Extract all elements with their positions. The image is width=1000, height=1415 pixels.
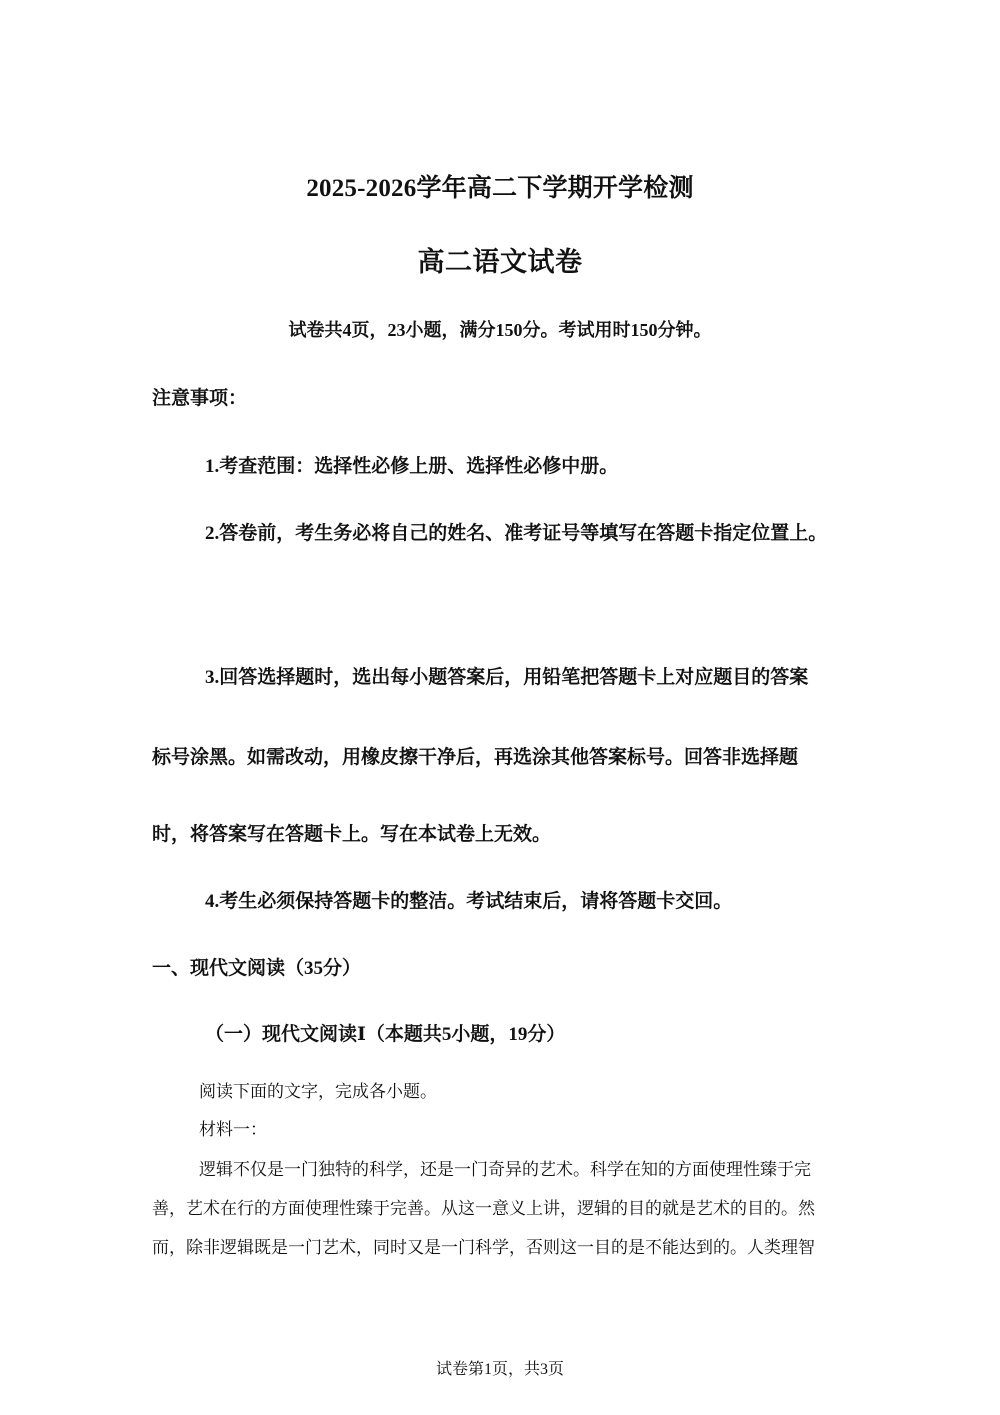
reading-instruction: 阅读下面的文字，完成各小题。	[199, 1082, 437, 1101]
reading-paragraph-line: 而，除非逻辑既是一门艺术，同时又是一门科学，否则这一目的是不能达到的。人类理智	[152, 1238, 815, 1257]
exam-subtitle: 高二语文试卷	[417, 247, 583, 277]
notice-item: 1.考查范围：选择性必修上册、选择性必修中册。	[205, 456, 619, 477]
section-subheading: （一）现代文阅读Ⅰ（本题共5小题，19分）	[205, 1024, 566, 1045]
material-label: 材料一：	[199, 1120, 267, 1139]
exam-info: 试卷共4页，23小题，满分150分。考试用时150分钟。	[288, 320, 712, 340]
notice-item-continued: 标号涂黑。如需改动，用橡皮擦干净后，再选涂其他答案标号。回答非选择题	[152, 747, 799, 768]
reading-paragraph-line: 善，艺术在行的方面使理性臻于完善。从这一意义上讲，逻辑的目的就是艺术的目的。然	[152, 1199, 815, 1218]
notice-item: 4.考生必须保持答题卡的整洁。考试结束后，请将答题卡交回。	[205, 891, 733, 912]
section-heading: 一、现代文阅读（35分）	[152, 958, 362, 979]
reading-paragraph-line: 逻辑不仅是一门独特的科学，还是一门奇异的艺术。科学在知的方面使理性臻于完	[199, 1160, 811, 1179]
notice-item-continued: 时，将答案写在答题卡上。写在本试卷上无效。	[152, 824, 552, 845]
notice-heading: 注意事项：	[152, 388, 248, 409]
page-footer: 试卷第1页，共3页	[435, 1361, 564, 1378]
notice-item: 2.答卷前，考生务必将自己的姓名、准考证号等填写在答题卡指定位置上。	[205, 523, 828, 544]
notice-item: 3.回答选择题时，选出每小题答案后，用铅笔把答题卡上对应题目的答案	[205, 667, 809, 688]
exam-title: 2025-2026学年高二下学期开学检测	[306, 175, 694, 202]
